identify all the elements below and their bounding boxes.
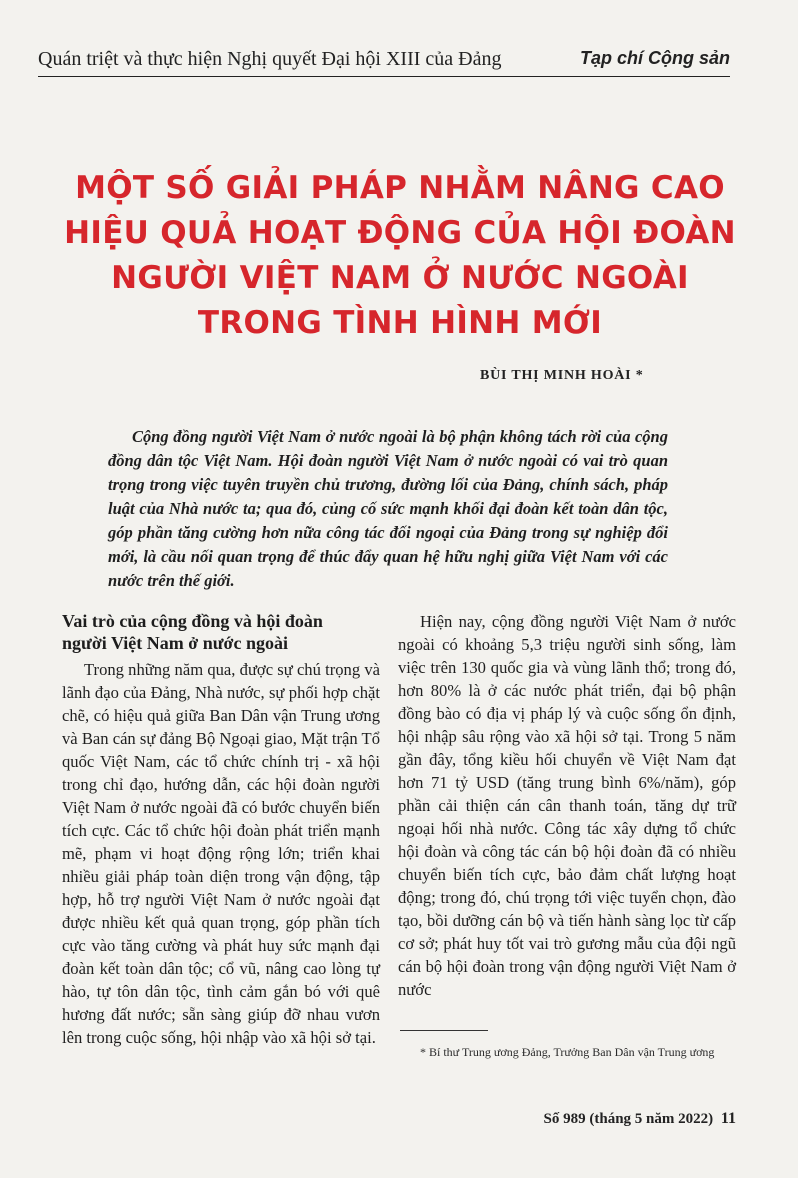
left-column <box>62 610 380 1049</box>
article-title <box>60 166 740 346</box>
title-line-3: NGƯỜI VIỆT NAM Ở NƯỚC NGOÀI <box>111 260 689 296</box>
section-heading-line-1: Vai trò của cộng đồng và hội đoàn <box>62 611 323 631</box>
title-line-4: TRONG TÌNH HÌNH MỚI <box>197 305 603 341</box>
right-body-paragraph: Hiện nay, cộng đồng người Việt Nam ở nước ngoài có khoảng 5,3 triệu người sinh sống, làm việc trên 130 quốc gia và vùng lãnh thổ; trong đó, hơn 80% là ở các nước phát triển, đại bộ phận đồng bào có địa vị pháp lý và cuộc sống ổn định, hội nhập sâu rộng vào xã hội sở tại. Trong 5 năm gần đây, tổng kiều hối chuyển về Việt Nam đạt hơn 71 tỷ USD (tăng trung bình 6%/năm), góp phần cải thiện cán cân thanh toán, tăng dự trữ ngoại hối nhà nước. Công tác xây dựng tổ chức hội đoàn và công tác cán bộ hội đoàn đã có nhiều chuyển biến tích cực, bảo đảm chất lượng hoạt động; trong đó, chú trọng tới việc tuyển chọn, đào tạo, bồi dưỡng cán bộ và tiến hành sàng lọc từ cấp cơ sở; phát huy tốt vai trò gương mẫu của đội ngũ cán bộ hội đoàn trong vận động người Việt Nam ở nước <box>398 612 736 999</box>
article-abstract: Cộng đồng người Việt Nam ở nước ngoài là bộ phận không tách rời của cộng đồng dân tộc Việt Nam. Hội đoàn người Việt Nam ở nước ngoài có vai trò quan trọng trong việc tuyên truyền chủ trương, đường lối của Đảng, chính sách, pháp luật của Nhà nước ta; qua đó, củng cố sức mạnh khối đại đoàn kết toàn dân tộc, góp phần tăng cường hơn nữa công tác đối ngoại của Đảng trong sự nghiệp đổi mới, là cầu nối quan trọng để thúc đẩy quan hệ hữu nghị giữa Việt Nam với các nước trên thế giới. <box>108 426 668 590</box>
issue-info: Số 989 (tháng 5 năm 2022) <box>543 1111 714 1127</box>
running-header <box>38 44 730 76</box>
title-line-2: HIỆU QUẢ HOẠT ĐỘNG CỦA HỘI ĐOÀN <box>64 215 736 251</box>
section-heading <box>62 610 380 654</box>
left-body-paragraph: Trong những năm qua, được sự chú trọng và lãnh đạo của Đảng, Nhà nước, sự phối hợp chặt chẽ, có hiệu quả giữa Ban Dân vận Trung ương và Ban cán sự đảng Bộ Ngoại giao, Mặt trận Tổ quốc Việt Nam, các tổ chức chính trị - xã hội trong chỉ đạo, hướng dẫn, các hội đoàn người Việt Nam ở nước ngoài đã có bước chuyển biến tích cực. Các tổ chức hội đoàn phát triển mạnh mẽ, phạm vi hoạt động rộng lớn; triển khai nhiều giải pháp toàn diện trong vận động, tập hợp, hỗ trợ người Việt Nam ở nước ngoài đạt được nhiều kết quả quan trọng, góp phần tích cực vào tăng cường và phát huy sức mạnh đại đoàn kết toàn dân tộc; cổ vũ, nâng cao lòng tự hào, tự tôn dân tộc, tình cảm gắn bó với quê hương đất nước; sẵn sàng giúp đỡ nhau vươn lên trong cuộc sống, hội nhập vào xã hội sở tại. <box>62 660 380 1047</box>
right-column <box>398 610 736 1001</box>
header-divider <box>38 76 730 77</box>
page-footer <box>544 1110 736 1128</box>
footnote-divider <box>400 1030 488 1031</box>
title-line-1: MỘT SỐ GIẢI PHÁP NHẰM NÂNG CAO <box>75 170 725 206</box>
article-author: BÙI THỊ MINH HOÀI * <box>480 368 644 383</box>
section-heading-line-2: người Việt Nam ở nước ngoài <box>62 633 289 653</box>
header-section-title: Quán triệt và thực hiện Nghị quyết Đại hội XIII của Đảng <box>38 48 502 70</box>
header-magazine-name: Tạp chí Cộng sản <box>579 48 730 68</box>
author-footnote: * Bí thư Trung ương Đảng, Trưởng Ban Dân vận Trung ương <box>420 1045 715 1059</box>
page-number: 11 <box>720 1110 736 1127</box>
